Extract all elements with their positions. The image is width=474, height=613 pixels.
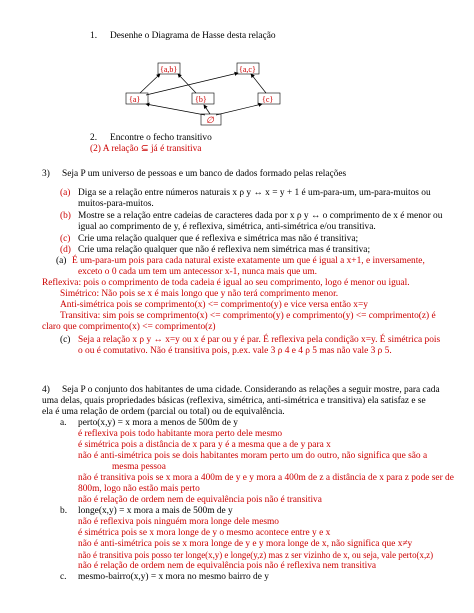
item-1-number: 1. xyxy=(90,31,98,41)
q3-c-label: (c) xyxy=(60,234,71,244)
q3-ans-a2: exceto o 0 cada um tem um antecessor x-1, nunca mais que um. xyxy=(78,267,317,277)
edge-c-ac xyxy=(251,74,266,93)
q3-b-label: (b) xyxy=(60,211,71,221)
edge-empty-b xyxy=(204,105,210,114)
q3-ans-b3: Anti-simétrica pois se comprimento(x) <= comprimento(y) e vice versa então x=y xyxy=(60,300,368,310)
edge-empty-a xyxy=(146,104,205,115)
q4-b1: não é reflexiva pois ninguém mora longe dele mesmo xyxy=(78,517,279,527)
q4-a3: não é anti-simétrica pois se dois habitantes moram perto um do outro, não significa que são a xyxy=(78,451,428,461)
q3-ans-a-label: (a) xyxy=(56,256,67,266)
item-2-number: 2. xyxy=(90,133,98,143)
edge-a-ac xyxy=(146,73,238,95)
q4-b2: é simétrica pois se x mora longe de y o mesmo acontece entre y e x xyxy=(78,528,331,538)
q3-a-label: (a) xyxy=(60,188,71,198)
q4-b5: não é relação de ordem nem de equivalência pois não é reflexiva nem transitiva xyxy=(78,561,377,571)
q3-ans-b5: claro que comprimento(x) <= comprimento(z) xyxy=(42,322,216,332)
q3-b-line2: igual ao comprimento de y, é reflexiva, simétrica, anti-simétrica e/ou transitiva. xyxy=(78,222,376,232)
q4-b4: não é transitiva pois posso ter longe(x,y) e longe(y,z) mas z ser vizinho de x, ou seja, vale perto(x,z) xyxy=(78,550,434,560)
q3-ans-b2: Simétrico: Não pois se x é mais longo que y não terá comprimento menor. xyxy=(60,289,339,299)
q3-c-text: Crie uma relação qualquer que é reflexiva e simétrica mas não é transitiva; xyxy=(78,234,359,244)
q4-a4: mesma pessoa xyxy=(112,462,166,472)
q3-ans-c1: Seja a relação x ρ y ↔ x=y ou x é par ou y é par. É reflexiva pela condição x=y. É simétrica pois xyxy=(78,335,441,345)
node-b: {b} xyxy=(195,95,207,104)
q4-c-label: c. xyxy=(60,572,67,582)
q4-c-def: mesmo-bairro(x,y) = x mora no mesmo bairro de y xyxy=(78,572,269,582)
item-2-answer: (2) A relação ⊆ já é transitiva xyxy=(90,144,202,154)
node-c: {c} xyxy=(262,95,274,104)
q4-number: 4) xyxy=(42,385,50,395)
q4-a-def: perto(x,y) = x mora a menos de 500m de y xyxy=(78,418,238,428)
item-2-text: Encontre o fecho transitivo xyxy=(110,133,212,143)
q3-number: 3) xyxy=(42,169,50,179)
q3-ans-b1: Reflexiva: pois o comprimento de toda cadeia é igual ao seu comprimento, logo é menor ou igual. xyxy=(42,278,410,288)
node-ac: {a,c} xyxy=(239,65,256,74)
q4-intro2: uma delas, quais propriedades básicas (reflexiva, simétrica, anti-simétrica e transitiva) ela satisfaz e se xyxy=(42,396,426,406)
q3-ans-c2: o ou é comutativo. Não é transitiva pois, p.ex. vale 3 ρ 4 e 4 ρ 5 mas não vale 3 ρ 5. xyxy=(78,346,392,356)
q4-a7: não é relação de ordem nem de equivalência pois não é transitiva xyxy=(78,495,322,505)
q3-b-line1: Mostre se a relação entre cadeias de caracteres dada por x ρ y ↔ o comprimento de x é menor ou xyxy=(78,211,443,221)
q4-a2: é simétrica pois a distância de x para y é a mesma que a de y para x xyxy=(78,440,331,450)
q4-a5: não é transitiva pois se x mora a 400m de y e y mora a 400m de z a distância de x para z pode ser de xyxy=(78,473,454,483)
q3-ans-c-label: (c) xyxy=(60,335,71,345)
edge-a-ab xyxy=(140,74,160,93)
q3-ans-b4: Transitiva: sim pois se comprimento(x) <= comprimento(y) e comprimento(y) <= comprimento(z) é xyxy=(60,311,436,321)
q3-intro: Seja P um universo de pessoas e um banco de dados formado pelas relações xyxy=(62,169,347,179)
node-empty: ∅ xyxy=(206,115,214,125)
q4-a6: 800m, logo não estão mais perto xyxy=(78,484,200,494)
q4-a1: é reflexiva pois todo habitante mora perto dele mesmo xyxy=(78,429,283,439)
q3-d-label: (d) xyxy=(60,245,71,255)
q4-b3: não é anti-simétrica pois se x mora longe de y e y mora longe de x, não significa que x≠y xyxy=(78,539,413,549)
q3-a-line1: Diga se a relação entre números naturais x ρ y ↔ x = y + 1 é um-para-um, um-para-muitos ou xyxy=(78,188,431,198)
q4-a-label: a. xyxy=(60,418,67,428)
q4-b-label: b. xyxy=(60,506,68,516)
q3-d-text: Crie uma relação qualquer que não é reflexiva nem simétrica mas é transitiva; xyxy=(78,245,371,255)
edge-empty-c xyxy=(216,104,262,115)
q3-a-line2: muitos-para-muitos. xyxy=(78,199,154,209)
item-1-text: Desenhe o Diagrama de Hasse desta relação xyxy=(110,31,276,41)
node-ab: {a,b} xyxy=(160,65,178,74)
q3-ans-a1: É um-para-um pois para cada natural existe exatamente um que é igual a x+1, e inversamente, xyxy=(72,256,425,266)
q4-intro3: ela é uma relação de ordem (parcial ou total) ou de equivalência. xyxy=(42,407,285,417)
q4-intro1: Seja P o conjunto dos habitantes de uma cidade. Considerando as relações a seguir mostre, para cada xyxy=(62,385,440,395)
node-a: {a} xyxy=(129,95,141,104)
q4-b-def: longe(x,y) = x mora a mais de 500m de y xyxy=(78,506,233,516)
